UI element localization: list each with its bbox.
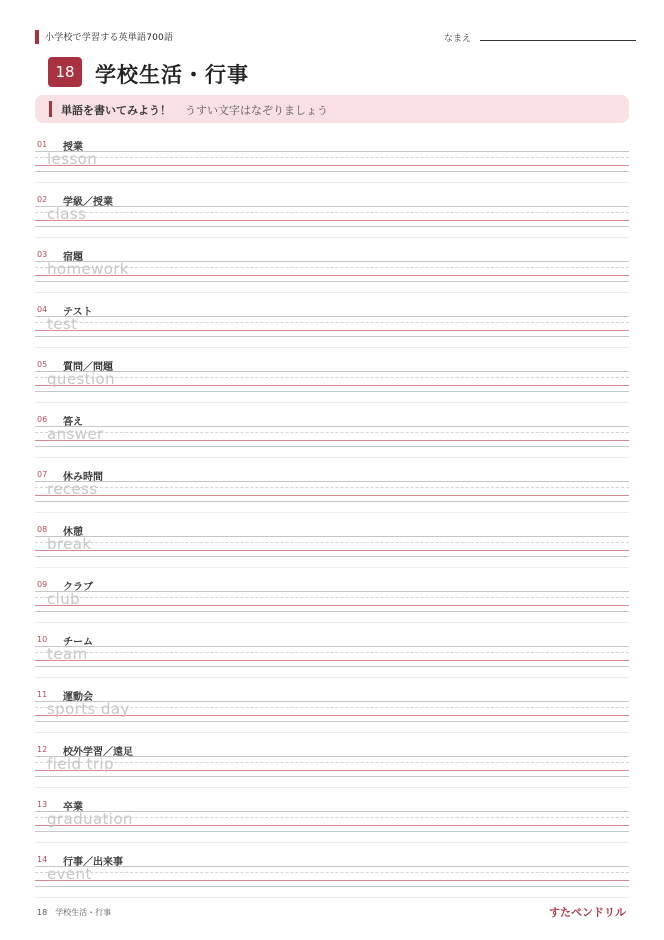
guide-line — [35, 487, 629, 488]
word-row — [35, 678, 629, 733]
instruction-sub: うすい文字はなぞりましょう — [185, 104, 328, 117]
guide-line — [35, 542, 629, 543]
item-number: 14 — [37, 855, 48, 864]
guide-line — [35, 432, 629, 433]
guide-line — [35, 597, 629, 598]
footer-page-number: 18 — [37, 908, 48, 917]
word-row — [35, 183, 629, 238]
trace-word: recess — [47, 480, 98, 498]
trace-word: sports day — [47, 700, 130, 718]
guide-line — [35, 495, 629, 496]
guide-line — [35, 831, 629, 832]
guide-line — [35, 165, 629, 166]
item-japanese-label: 宿題 — [63, 252, 83, 263]
guide-line — [35, 281, 629, 282]
item-number: 09 — [37, 580, 48, 589]
guide-line — [35, 322, 629, 323]
writing-guide[interactable] — [35, 260, 629, 284]
guide-line — [35, 556, 629, 557]
item-number: 01 — [37, 140, 48, 149]
word-row — [35, 843, 629, 898]
guide-line — [35, 660, 629, 661]
guide-line — [35, 440, 629, 441]
header-title: 小学校で学習する英単語700語 — [45, 33, 174, 43]
trace-word: club — [47, 590, 81, 608]
guide-line — [35, 721, 629, 722]
guide-line — [35, 501, 629, 502]
guide-line — [35, 652, 629, 653]
trace-word: question — [47, 370, 116, 388]
guide-line — [35, 536, 629, 537]
guide-line — [35, 171, 629, 172]
item-japanese-label: テスト — [63, 307, 93, 318]
item-japanese-label: チーム — [63, 637, 93, 648]
row-divider — [35, 897, 629, 898]
guide-line — [35, 391, 629, 392]
item-number: 02 — [37, 195, 48, 204]
item-japanese-label: 質問／問題 — [63, 362, 113, 373]
trace-word: lesson — [47, 150, 98, 168]
guide-line — [35, 330, 629, 331]
guide-line — [35, 336, 629, 337]
item-japanese-label: 休み時間 — [63, 472, 103, 483]
item-number: 03 — [37, 250, 48, 259]
guide-line — [35, 762, 629, 763]
item-number: 04 — [37, 305, 48, 314]
guide-line — [35, 426, 629, 427]
writing-guide[interactable] — [35, 150, 629, 174]
item-number: 13 — [37, 800, 48, 809]
guide-line — [35, 886, 629, 887]
word-list — [35, 128, 629, 898]
instruction-main: 単語を書いてみよう！ — [61, 104, 171, 117]
guide-line — [35, 226, 629, 227]
writing-guide[interactable] — [35, 370, 629, 394]
item-japanese-label: 卒業 — [63, 802, 83, 813]
guide-line — [35, 866, 629, 867]
footer-left — [37, 907, 111, 918]
word-row — [35, 403, 629, 458]
writing-guide[interactable] — [35, 810, 629, 834]
word-row — [35, 128, 629, 183]
trace-word: test — [47, 315, 78, 333]
item-number: 10 — [37, 635, 48, 644]
word-row — [35, 458, 629, 513]
writing-guide[interactable] — [35, 645, 629, 669]
guide-line — [35, 776, 629, 777]
guide-line — [35, 880, 629, 881]
word-row — [35, 238, 629, 293]
word-row — [35, 513, 629, 568]
guide-line — [35, 770, 629, 771]
guide-line — [35, 605, 629, 606]
item-japanese-label: 行事／出来事 — [63, 857, 123, 868]
guide-line — [35, 481, 629, 482]
page-header — [35, 28, 636, 46]
word-row — [35, 788, 629, 843]
name-write-line[interactable] — [480, 40, 636, 41]
writing-guide[interactable] — [35, 315, 629, 339]
item-japanese-label: 運動会 — [63, 692, 93, 703]
trace-word: event — [47, 865, 92, 883]
trace-word: homework — [47, 260, 130, 278]
guide-line — [35, 385, 629, 386]
guide-line — [35, 206, 629, 207]
guide-line — [35, 646, 629, 647]
item-number: 07 — [37, 470, 48, 479]
word-row — [35, 623, 629, 678]
guide-line — [35, 591, 629, 592]
instruction-accent-bar — [49, 101, 52, 117]
footer-section: 学校生活・行事 — [55, 908, 112, 917]
item-number: 06 — [37, 415, 48, 424]
item-japanese-label: 休憩 — [63, 527, 83, 538]
writing-guide[interactable] — [35, 425, 629, 449]
name-label: なまえ — [443, 34, 471, 44]
item-japanese-label: 学級／授業 — [63, 197, 113, 208]
writing-guide[interactable] — [35, 480, 629, 504]
header-accent-bar — [35, 30, 39, 44]
word-row — [35, 293, 629, 348]
trace-word: answer — [47, 425, 104, 443]
guide-line — [35, 151, 629, 152]
guide-line — [35, 872, 629, 873]
writing-guide[interactable] — [35, 865, 629, 889]
lesson-number-badge: 18 — [48, 57, 82, 87]
item-number: 12 — [37, 745, 48, 754]
guide-line — [35, 377, 629, 378]
trace-word: class — [47, 205, 87, 223]
guide-line — [35, 316, 629, 317]
guide-line — [35, 611, 629, 612]
trace-word: team — [47, 645, 88, 663]
lesson-title: 学校生活・行事 — [95, 63, 249, 87]
trace-word: field trip — [47, 755, 114, 773]
trace-word: break — [47, 535, 92, 553]
writing-guide[interactable] — [35, 700, 629, 724]
item-number: 05 — [37, 360, 48, 369]
guide-line — [35, 371, 629, 372]
guide-line — [35, 446, 629, 447]
item-japanese-label: 答え — [63, 417, 83, 428]
item-japanese-label: 授業 — [63, 142, 83, 153]
footer-brand: すたペンドリル — [549, 906, 626, 919]
item-japanese-label: クラブ — [63, 582, 93, 593]
guide-line — [35, 220, 629, 221]
guide-line — [35, 550, 629, 551]
word-row — [35, 568, 629, 623]
writing-guide[interactable] — [35, 590, 629, 614]
trace-word: graduation — [47, 810, 133, 828]
item-japanese-label: 校外学習／遠足 — [63, 747, 133, 758]
guide-line — [35, 212, 629, 213]
word-row — [35, 733, 629, 788]
instruction-banner — [35, 95, 629, 123]
guide-line — [35, 756, 629, 757]
guide-line — [35, 157, 629, 158]
item-number: 11 — [37, 690, 48, 699]
word-row — [35, 348, 629, 403]
guide-line — [35, 666, 629, 667]
writing-guide[interactable] — [35, 535, 629, 559]
writing-guide[interactable] — [35, 755, 629, 779]
writing-guide[interactable] — [35, 205, 629, 229]
item-number: 08 — [37, 525, 48, 534]
